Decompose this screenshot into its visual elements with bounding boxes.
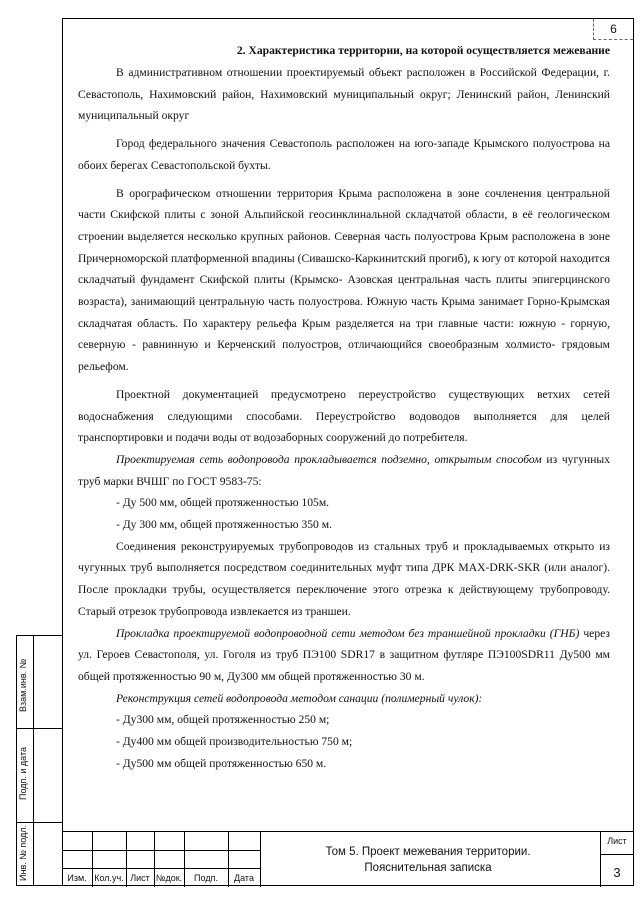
document-title-line1: Том 5. Проект межевания территории.	[325, 846, 531, 858]
paragraph-orography: В орографическом отношении территория Крыма расположена в зоне сочленения центральной части Скифской плиты с зоной Альпийской геосинклинальной складчатой области, в её геологическом строении выделяется несколько крупных районов. Северная часть полуострова Крым расположена в зоне Причерноморской платформенной впадины (Сивашско-Каркинитский прогиб), к югу от которой находится складчатый фундамент Скифской плиты (Крымско- Азовская центральная часть плиты эпигерцинского возраста), занимающий центральную часть полуострова. Южную часть Крыма занимает Горно-Крымская складчатая область. По характеру рельефа Крым разделяется на три главные части: южную - горную, северную - равнинную и Керченский полуостров, отличающийся своеобразным холмисто- грядовым рельефом.	[78, 186, 610, 374]
list-item: - Ду500 мм общей протяженностью 650 м.	[116, 756, 327, 770]
list-item: - Ду400 мм общей производительностью 750 м;	[116, 735, 353, 749]
col-ndok: №док.	[155, 873, 183, 883]
margin-stamp	[16, 635, 62, 886]
hdd-rest: через ул. Героев Севастополя, ул. Гоголя из труб ПЭ100 SDR17 в защитном футляре ПЭ100SDR11 Ду500 мм общей протяженностью 90 м, Ду300 мм общей протяженностью 30 м.	[78, 626, 610, 683]
section-heading: 2. Характеристика территории, на которой осуществляется межевание	[236, 44, 610, 57]
sheet-label: Лист	[607, 836, 627, 846]
col-list: Лист	[130, 873, 150, 883]
list-item: - Ду300 мм, общей протяженностью 250 м;	[116, 713, 330, 727]
paragraph-admin: В административном отношении проектируемый объект расположен в Российской Федерации, г. Севастополь, Нахимовский район, Нахимовский муниципальный округ; Ленинский район, Ленинский муниципальный округ	[78, 66, 610, 123]
col-izm: Изм.	[67, 873, 87, 883]
page-corner-number: 6	[593, 19, 633, 40]
paragraph-city: Город федерального значения Севастополь расположен на юго-западе Крымского полуострова на обоих берегах Севастопольской бухты.	[78, 137, 610, 172]
hdd-italic: Прокладка проектируемой водопроводной сети методом без траншейной прокладки (ГНБ)	[116, 626, 580, 640]
sanation-italic: Реконструкция сетей водопровода методом санации (полимерный чулок):	[116, 691, 483, 705]
margin-label-vzam: Взам.инв. №	[18, 658, 28, 712]
list-item: - Ду 300 мм, общей протяженностью 350 м.	[116, 518, 332, 532]
col-podp: Подп.	[194, 873, 218, 883]
sheet-number: 3	[613, 865, 621, 880]
paragraph-project: Проектной документацией предусмотрено переустройство существующих ветхих сетей водоснабжения следующими способами. Переустройство водоводов выполняется для целей транспортировки и подачи воды от водозаборных сооружений до потребителя.	[78, 387, 610, 445]
document-title	[260, 844, 596, 876]
margin-label-inv: Инв. № подл.	[18, 824, 28, 881]
document-body	[78, 40, 610, 775]
list-item: - Ду 500 мм, общей протяженностью 105м.	[116, 496, 330, 510]
col-kolvo: Кол.уч.	[94, 873, 124, 883]
paragraph-hdd	[78, 623, 610, 688]
paragraph-sanation	[78, 688, 610, 710]
margin-label-podp: Подп. и дата	[18, 746, 28, 800]
paragraph-open-laying	[78, 449, 610, 492]
col-data: Дата	[234, 873, 254, 883]
title-block	[62, 831, 634, 887]
open-laying-italic: Проектируемая сеть водопровода прокладывается подземно, открытым способом	[116, 452, 542, 466]
open-laying-rest: из чугунных труб марки ВЧШГ по ГОСТ 9583-75:	[78, 452, 610, 488]
document-title-line2: Пояснительная записка	[364, 862, 492, 874]
paragraph-connections: Соединения реконструируемых трубопроводов из стальных труб и прокладываемых открыто из чугунных труб выполняется посредством соединительных муфт типа ДРК MAX-DRK-SKR (или аналог). После прокладки трубы, осуществляется переключение этого отрезка к действующему трубопроводу. Старый отрезок трубопровода извлекается из траншеи.	[78, 539, 610, 618]
